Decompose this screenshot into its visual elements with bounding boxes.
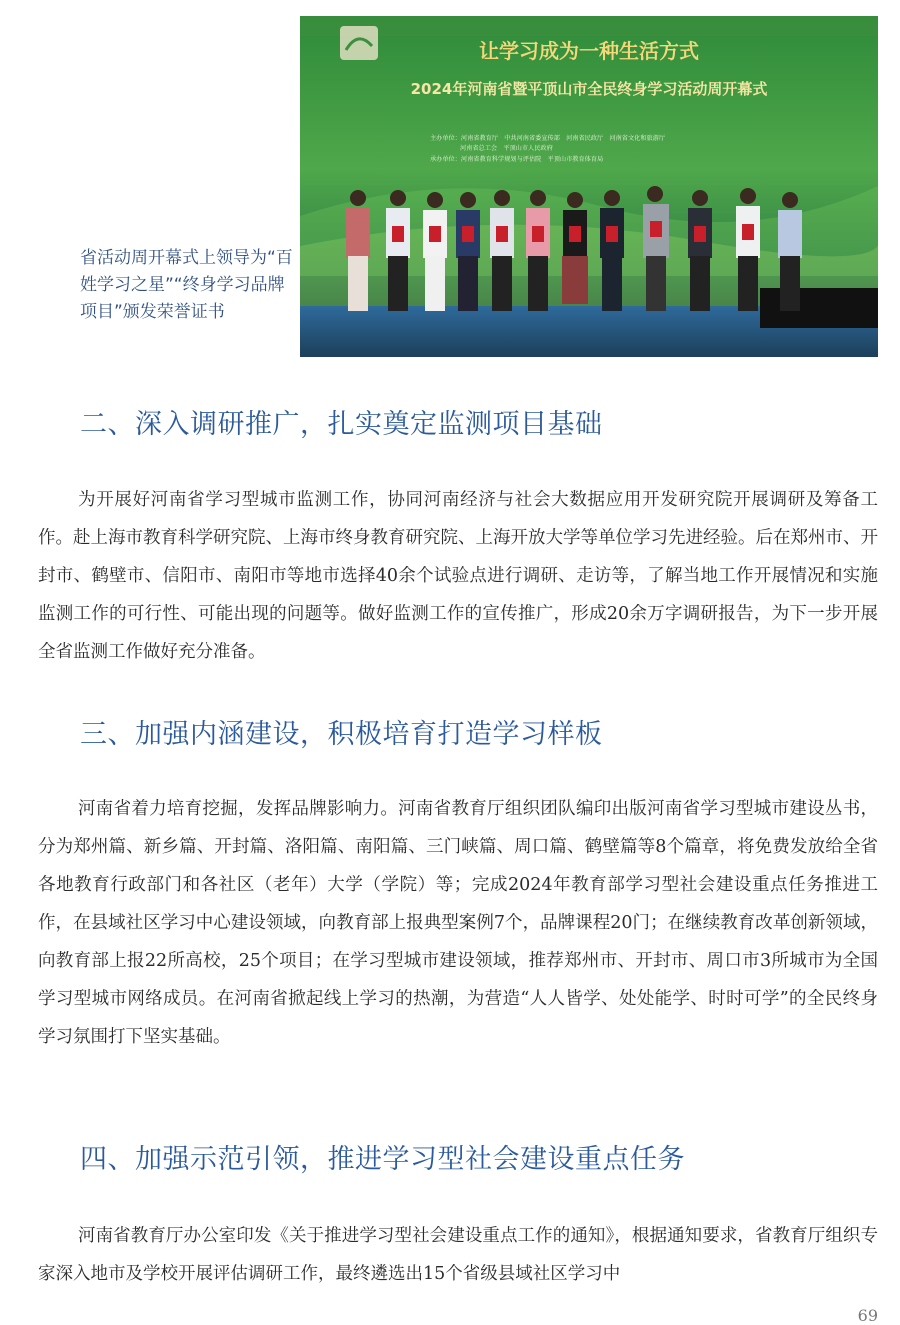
host-line1: 主办单位：河南省教育厅 中共河南省委宣传部 河南省民政厅 河南省文化和旅游厅 — [430, 135, 666, 142]
banner-line2: 2024年河南省暨平顶山市全民终身学习活动周开幕式 — [410, 80, 768, 98]
host-line3: 承办单位：河南省教育科学规划与评估院 平顶山市教育体育局 — [430, 156, 604, 163]
photo-caption: 省活动周开幕式上领导为“百姓学习之星”“终身学习品牌项目”颁发荣誉证书 — [80, 248, 293, 322]
logo-icon — [340, 26, 378, 60]
section-body-4: 河南省教育厅办公室印发《关于推进学习型社会建设重点工作的通知》，根据通知要求，省教育厅组织专家深入地市及学校开展评估调研工作，最终遴选出15个省级县域社区学习中 — [38, 1226, 878, 1284]
section-heading-2: 二、深入调研推广，扎实奠定监测项目基础 — [80, 409, 603, 440]
page-number: 69 — [857, 1306, 878, 1325]
section-heading-3: 三、加强内涵建设，积极培育打造学习样板 — [80, 719, 603, 750]
section-body-3: 河南省着力培育挖掘，发挥品牌影响力。河南省教育厅组织团队编印出版河南省学习型城市建设丛书，分为郑州篇、新乡篇、开封篇、洛阳篇、南阳篇、三门峡篇、周口篇、鹤壁篇等8个篇章，将免费发放给全省各地教育行政部门和各社区（老年）大学（学院）等；完成2024年教育部学习型社会建设重点任务推进工作，在县域社区学习中心建设领域，向教育部上报典型案例7个，品牌课程20门；在继续教育改革创新领域，向教育部上报22所高校，25个项目；在学习型城市建设领域，推荐郑州市、开封市、周口市3所城市为全国学习型城市网络成员。在河南省掀起线上学习的热潮，为营造“人人皆学、处处能学、时时可学”的全民终身学习氛围打下坚实基础。 — [38, 799, 878, 1047]
host-line2: 河南省总工会 平顶山市人民政府 — [460, 145, 553, 152]
ceremony-photo — [300, 16, 878, 357]
banner-line1: 让学习成为一种生活方式 — [479, 39, 699, 63]
section-body-2: 为开展好河南省学习型城市监测工作，协同河南经济与社会大数据应用开发研究院开展调研及筹备工作。赴上海市教育科学研究院、上海市终身教育研究院、上海开放大学等单位学习先进经验。后在郑州市、开封市、鹤壁市、信阳市、南阳市等地市选择40余个试验点进行调研、走访等，了解当地工作开展情况和实施监测工作的可行性、可能出现的问题等。做好监测工作的宣传推广，形成20余万字调研报告，为下一步开展全省监测工作做好充分准备。 — [38, 490, 878, 662]
section-heading-4: 四、加强示范引领，推进学习型社会建设重点任务 — [80, 1144, 685, 1175]
